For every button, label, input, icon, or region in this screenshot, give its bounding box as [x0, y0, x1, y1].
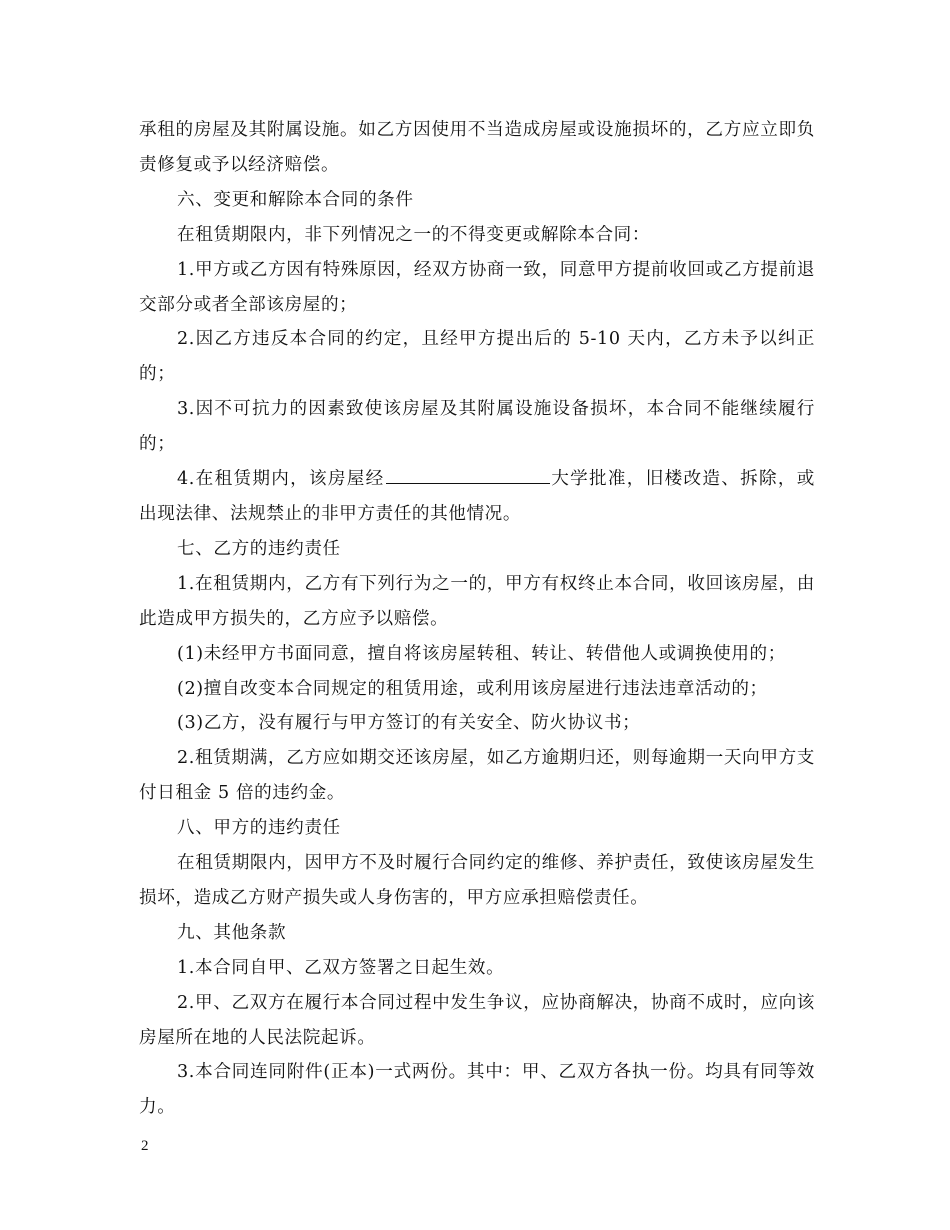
section-heading-7: 七、乙方的违约责任 [177, 538, 341, 559]
clause-item: 1.甲方或乙方因有特殊原因，经双方协商一致，同意甲方提前收回或乙方提前退交部分或者全部该房屋的； [139, 259, 815, 315]
clause-item: 2.因乙方违反本合同的约定，且经甲方提出后的 5-10 天内，乙方未予以纠正的； [139, 329, 815, 385]
fill-in-blank-line [386, 466, 550, 484]
section-heading-9: 九、其他条款 [177, 922, 287, 943]
clause-item: 3.本合同连同附件(正本)一式两份。其中：甲、乙双方各执一份。均具有同等效力。 [139, 1062, 815, 1118]
page-number: 2 [141, 1138, 149, 1154]
clause-item: 2.甲、乙双方在履行本合同过程中发生争议，应协商解决，协商不成时，应向该房屋所在地的人民法院起诉。 [139, 992, 815, 1048]
clause-text-before-blank: 4.在租赁期内，该房屋经 [177, 469, 385, 490]
paragraph-continuation: 承租的房屋及其附属设施。如乙方因使用不当造成房屋或设施损坏的，乙方应立即负责修复或予以经济赔偿。 [139, 120, 815, 175]
sub-clause-item: (1)未经甲方书面同意，擅自将该房屋转租、转让、转借他人或调换使用的； [177, 643, 786, 664]
clause-item: 1.本合同自甲、乙双方签署之日起生效。 [177, 957, 505, 978]
clause-item-with-blank [139, 462, 815, 532]
contract-body [139, 113, 815, 1125]
paragraph: 在租赁期限内，因甲方不及时履行合同约定的维修、养护责任，致使该房屋发生损坏，造成乙方财产损失或人身伤害的，甲方应承担赔偿责任。 [139, 853, 815, 908]
clause-text-after-blank: 大学批准，旧楼改造、拆除，或出现法律、法规禁止的非甲方责任的其他情况。 [139, 469, 815, 524]
sub-clause-item: (3)乙方，没有履行与甲方签订的有关安全、防火协议书； [177, 713, 641, 734]
paragraph: 在租赁期限内，非下列情况之一的不得变更或解除本合同： [177, 224, 651, 245]
section-heading-8: 八、甲方的违约责任 [177, 818, 341, 839]
section-heading-6: 六、变更和解除本合同的条件 [177, 189, 414, 210]
sub-clause-item: (2)擅自改变本合同规定的租赁用途，或利用该房屋进行违法违章活动的； [177, 678, 768, 699]
clause-item: 1.在租赁期内，乙方有下列行为之一的，甲方有权终止本合同，收回该房屋，由此造成甲方损失的，乙方应予以赔偿。 [139, 573, 815, 629]
clause-item: 3.因不可抗力的因素致使该房屋及其附属设施设备损坏，本合同不能继续履行的； [139, 399, 815, 455]
clause-item: 2.租赁期满，乙方应如期交还该房屋，如乙方逾期归还，则每逾期一天向甲方支付日租金 5 倍的违约金。 [139, 748, 815, 804]
